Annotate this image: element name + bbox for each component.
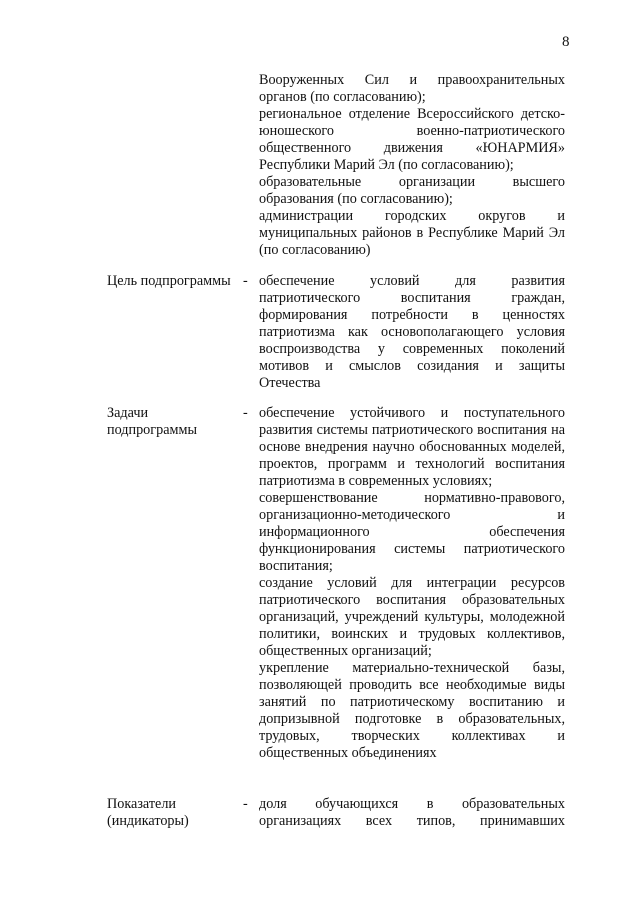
row-content [259, 405, 565, 762]
row-content [259, 273, 565, 392]
row-dash: - [243, 796, 248, 812]
intro-item: Вооруженных Сил и правоохранительных органов (по согласованию); [259, 72, 565, 105]
row-label: Задачи подпрограммы [107, 405, 197, 438]
row-dash: - [243, 273, 248, 289]
row-content [259, 796, 565, 830]
row-label: Показатели (индикаторы) [107, 796, 189, 829]
row-dash: - [243, 405, 248, 421]
intro-item: администрации городских округов и муниципальных районов в Республике Марий Эл (по согласованию) [259, 208, 565, 258]
task-item: совершенствование нормативно-правового, организационно-методического и информационного обеспечения функционирования системы патриотического воспитания; [259, 490, 565, 574]
task-item: создание условий для интеграции ресурсов патриотического воспитания образовательных организаций, учреждений культуры, молодежной политики, воинских и трудовых коллективов, общественных организаций; [259, 575, 565, 659]
intro-item: образовательные организации высшего образования (по согласованию); [259, 174, 565, 207]
task-item: обеспечение устойчивого и поступательного развития системы патриотического воспитания на основе внедрения научно обоснованных моделей, проектов, программ и технологий воспитания патриотизма в современных условиях; [259, 405, 565, 489]
intro-item: региональное отделение Всероссийского детско-юношеского военно-патриотического общественного движения «ЮНАРМИЯ» Республики Марий Эл (по согласованию); [259, 106, 565, 173]
indicator-item: доля обучающихся в образовательных организациях всех типов, принимавших [259, 796, 565, 829]
intro-participants-list [259, 72, 565, 259]
task-item: укрепление материально-технической базы, позволяющей проводить все необходимые виды занятий по патриотическому воспитанию и допризывной подготовке в образовательных, трудовых, творческих коллективах и общественных объединениях [259, 660, 565, 761]
page-number: 8 [562, 34, 570, 50]
goal-text: обеспечение условий для развития патриотического воспитания граждан, формирования потребности в ценностях патриотизма как основополагающего условия воспроизводства у современных поколений мотивов и смыслов созидания и защиты Отечества [259, 273, 565, 391]
row-label: Цель подпрограммы [107, 273, 231, 289]
